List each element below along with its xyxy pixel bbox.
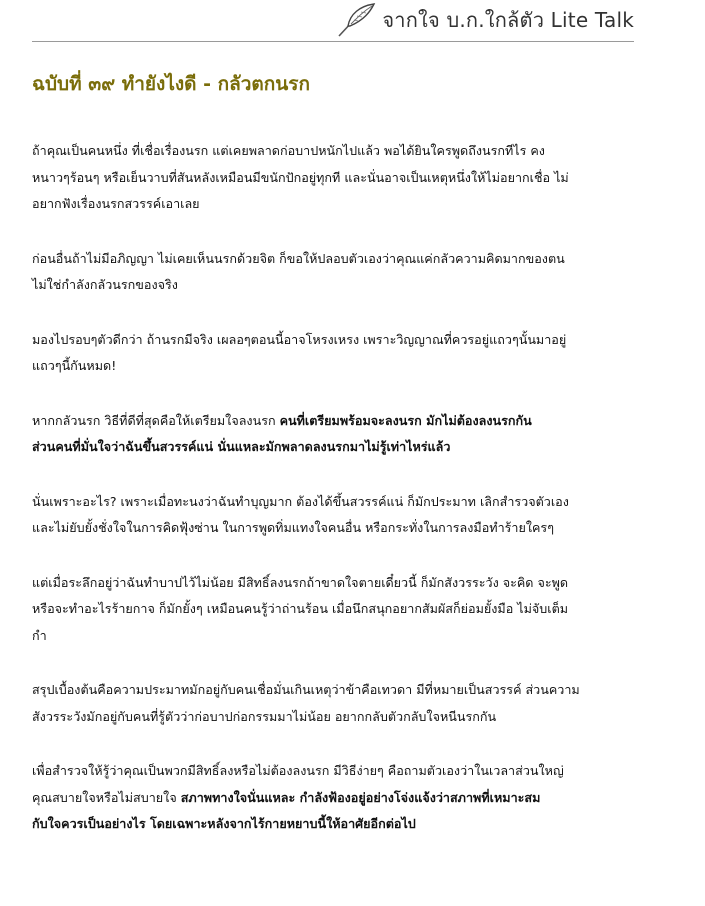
paragraph-line: แถวๆนี้กันหมด! (32, 358, 117, 373)
paragraph-3 (32, 327, 642, 380)
paragraph-line: หรือจะทำอะไรร้ายกาจ ก็มักยั้งๆ เหมือนคนรู้ว่าถ่านร้อน เมื่อนึกสนุกอยากสัมผัสก็ย่อมยั้งมือ ไม่จับเต็ม (32, 601, 569, 616)
paragraph-line: สรุปเบื้องต้นคือความประมาทมักอยู่กับคนเชื่อมั่นเกินเหตุว่าข้าคือเทวดา มีที่หมายเป็นสวรรค์ ส่วนความ (32, 682, 580, 697)
paragraph-line: ไม่ใช่กำลังกลัวนรกของจริง (32, 277, 178, 292)
paragraph-8 (32, 758, 642, 838)
paragraph-line: และไม่ยับยั้งชั่งใจในการคิดฟุ้งซ่าน ในการพูดทิ่มแทงใจคนอื่น หรือกระทั่งในการลงมือทำร้ายใครๆ (32, 520, 554, 535)
paragraph-line: หนาวๆร้อนๆ หรือเย็นวาบที่สันหลังเหมือนมีขนักปักอยู่ทุกที และนั่นอาจเป็นเหตุหนึ่งให้ไม่อยากเชื่อ ไม่ (32, 169, 569, 185)
paragraph-7 (32, 677, 642, 730)
paragraph-6 (32, 570, 642, 650)
paragraph-line (32, 785, 642, 812)
paragraph-1 (32, 138, 642, 218)
paragraph-emphasis: ส่วนคนที่มั่นใจว่าฉันขึ้นสวรรค์แน่ นั่นแหละมักพลาดลงนรกมาไม่รู้เท่าไหร่แล้ว (32, 439, 451, 454)
paragraph-text: หากกลัวนรก วิธีที่ดีที่สุดคือให้เตรียมใจลงนรก (32, 412, 280, 428)
paragraph-emphasis: กับใจควรเป็นอย่างไร โดยเฉพาะหลังจากไร้กายหยาบนี้ให้อาศัยอีกต่อไป (32, 816, 416, 831)
paragraph-line: นั่นเพราะอะไร? เพราะเมื่อทะนงว่าฉันทำบุญมาก ต้องได้ขึ้นสวรรค์แน่ ก็มักประมาท เลิกสำรวจตัวเอง (32, 493, 569, 509)
paragraph-line (32, 434, 642, 461)
paragraph-line: ถ้าคุณเป็นคนหนึ่ง ที่เชื่อเรื่องนรก แต่เคยพลาดก่อบาปหนักไปแล้ว พอได้ยินใครพูดถึงนรกทีไร คง (32, 143, 545, 158)
header-brand-text: จากใจ บ.ก.ใกล้ตัว Lite Talk (382, 8, 634, 32)
paragraph-text: คุณสบายใจหรือไม่สบายใจ (32, 789, 181, 805)
paragraph-line: กำ (32, 627, 47, 643)
paragraph-line: เพื่อสำรวจให้รู้ว่าคุณเป็นพวกมีสิทธิ์ลงหรือไม่ต้องลงนรก มีวิธีง่ายๆ คือถามตัวเองว่าในเวลาส่วนใหญ่ (32, 763, 564, 778)
paragraph-line (32, 408, 642, 435)
page-header (32, 0, 634, 42)
paragraph-4 (32, 408, 642, 461)
paragraph-line: มองไปรอบๆตัวดีกว่า ถ้านรกมีจริง เผลอๆตอนนี้อาจโหรงเหรง เพราะวิญญาณที่ควรอยู่แถวๆนั้นมาอยู่ (32, 331, 567, 347)
paragraph-line (32, 811, 642, 838)
article-title: ฉบับที่ ๓๙ ทำยังไงดี - กลัวตกนรก (32, 73, 310, 95)
article-body (32, 138, 642, 866)
paragraph-2 (32, 246, 642, 299)
paragraph-emphasis: คนที่เตรียมพร้อมจะลงนรก มักไม่ต้องลงนรกกัน (279, 412, 532, 428)
paragraph-line: อยากฟังเรื่องนรกสวรรค์เอาเลย (32, 196, 200, 211)
paragraph-line: สังวรระวังมักอยู่กับคนที่รู้ตัวว่าก่อบาปก่อกรรมมาไม่น้อย อยากกลับตัวกลับใจหนีนรกกัน (32, 708, 497, 724)
paragraph-5 (32, 489, 642, 542)
paragraph-emphasis: สภาพทางใจนั่นแหละ กำลังฟ้องอยู่อย่างโจ่งแจ้งว่าสภาพที่เหมาะสม (180, 789, 541, 805)
feather-quill-icon (336, 2, 376, 38)
paragraph-line: ก่อนอื่นถ้าไม่มีอภิญญา ไม่เคยเห็นนรกด้วยจิต ก็ขอให้ปลอบตัวเองว่าคุณแค่กลัวความคิดมากของตน (32, 250, 565, 266)
paragraph-line: แต่เมื่อระลึกอยู่ว่าฉันทำบาปไว้ไม่น้อย มีสิทธิ์ลงนรกถ้าขาดใจตายเดี๋ยวนี้ ก็มักสังวรระวัง จะคิด จะพูด (32, 574, 569, 590)
header-brand (336, 2, 634, 38)
